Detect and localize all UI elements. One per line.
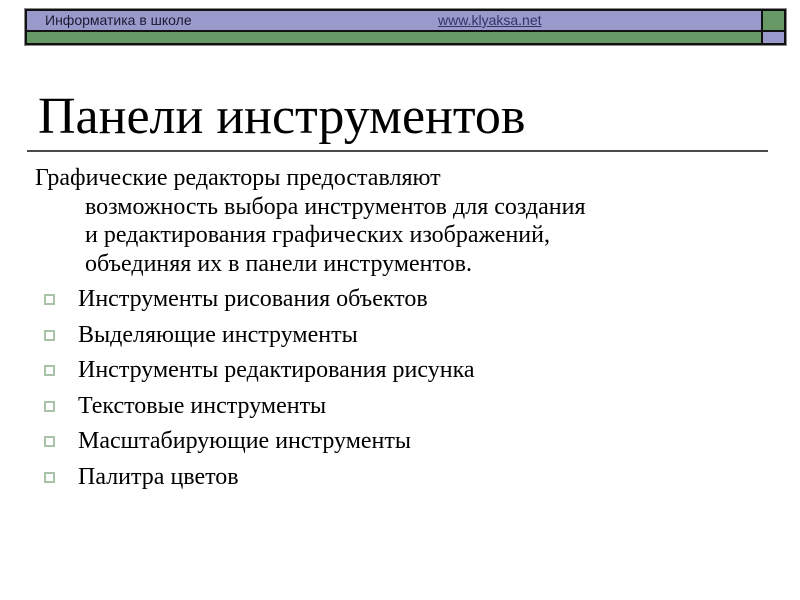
intro-paragraph — [35, 164, 770, 278]
page-title: Панели инструментов — [38, 88, 526, 145]
list-item — [35, 389, 770, 425]
header-main-cell — [27, 11, 761, 30]
header-green-strip — [27, 32, 761, 43]
list-item — [35, 424, 770, 460]
list-item — [35, 318, 770, 354]
square-bullet-icon — [44, 365, 55, 376]
list-item — [35, 353, 770, 389]
square-bullet-icon — [44, 294, 55, 305]
square-bullet-icon — [44, 472, 55, 483]
body-text-block — [35, 164, 770, 495]
square-bullet-icon — [44, 330, 55, 341]
paragraph-line: объединяя их в панели инструментов. — [85, 250, 472, 277]
list-item-label: Инструменты рисования объектов — [78, 286, 428, 312]
tool-bullet-list — [35, 282, 770, 495]
paragraph-line: Графические редакторы предоставляют — [35, 165, 441, 191]
list-item-label: Текстовые инструменты — [78, 392, 327, 419]
list-item-label: Выделяющие инструменты — [78, 321, 358, 348]
list-item — [35, 282, 770, 318]
list-item-label: Палитра цветов — [78, 463, 239, 490]
header-purple-cap — [763, 32, 784, 43]
list-item-label: Масштабирующие инструменты — [78, 428, 411, 454]
paragraph-line: и редактирования графических изображений, — [85, 222, 550, 248]
header-bar — [25, 9, 786, 45]
site-link[interactable]: www.klyaksa.net — [438, 12, 542, 28]
list-item-label: Инструменты редактирования рисунка — [78, 357, 475, 383]
title-divider — [27, 150, 768, 152]
site-label: Информатика в школе — [45, 12, 192, 28]
square-bullet-icon — [44, 401, 55, 412]
paragraph-line: возможность выбора инструментов для создания — [85, 193, 586, 220]
list-item — [35, 460, 770, 496]
square-bullet-icon — [44, 436, 55, 447]
header-green-cap — [763, 11, 784, 30]
